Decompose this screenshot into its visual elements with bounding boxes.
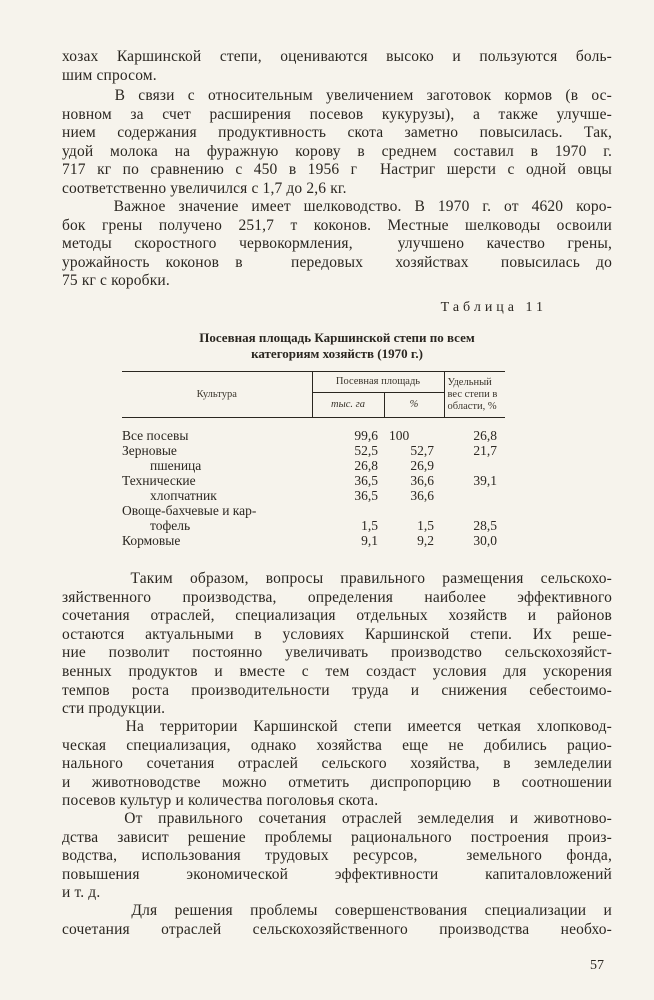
crop-area-table <box>122 371 505 548</box>
text-line: остаются актуальными в условиях Каршинской степи. Их реше- <box>62 625 612 643</box>
text-line: урожайность коконов в передовых хозяйствах повысилась до <box>62 253 612 271</box>
cell-percent: 52,7 <box>410 443 434 458</box>
table-row <box>122 458 505 473</box>
cell-percent: 36,6 <box>410 488 434 503</box>
text-line: ние позволит постоянно увеличивать производство сельскохозяйст- <box>62 644 612 662</box>
cell-culture: тофель <box>150 518 191 533</box>
text-line: нием содержания продуктивность скота заметно повысилась. Так, <box>62 124 612 142</box>
column-header-percent: % <box>384 393 444 418</box>
text-line: и т. д. <box>62 884 101 902</box>
text-line: удой молока на фуражную корову в среднем составил в 1970 г. <box>62 142 612 160</box>
text-line: 717 кг по сравнению с 450 в 1956 г Настриг шерсти с одной овцы <box>62 161 612 179</box>
text-line: темпов роста производительности труда и снижения себестоимо- <box>62 681 612 699</box>
table-row <box>122 443 505 458</box>
paragraph-4 <box>62 570 612 719</box>
text-line: и животноводстве можно отметить диспропорцию в соотношении <box>62 773 612 791</box>
cell-culture: Технические <box>122 473 196 488</box>
column-header-share-line: области, % <box>447 400 497 412</box>
cell-percent: 100 <box>389 428 410 443</box>
text-line: методы скоростного червокормления, улучшено качество грены, <box>62 235 612 253</box>
text-line: Важное значение имеет шелководство. В 1970 г. от 4620 коро- <box>62 198 612 215</box>
cell-share: 21,7 <box>473 443 497 458</box>
text-line: венных продуктов и вместе с тем создаст условия для ускорения <box>62 662 612 680</box>
cell-thousand-ha: 36,5 <box>354 473 378 488</box>
paragraph-1 <box>62 48 612 85</box>
table-caption-line: категориям хозяйств (1970 г.) <box>251 346 423 361</box>
column-header-thousand-ha: тыс. га <box>312 393 384 418</box>
text-line: Таким образом, вопросы правильного размещения сельскохо- <box>62 570 612 587</box>
cell-culture: Все посевы <box>122 428 189 443</box>
cell-culture: хлопчатник <box>150 488 217 503</box>
paragraph-5 <box>62 718 612 811</box>
paragraph-2 <box>62 87 612 199</box>
text-line: бок грены получено 251,7 т коконов. Местные шелководы освоили <box>62 216 612 234</box>
cell-percent: 36,6 <box>410 473 434 488</box>
column-header-culture: Культура <box>122 372 312 418</box>
cell-culture: Зерновые <box>122 443 177 458</box>
cell-culture: пшеница <box>150 458 202 473</box>
text-line: повышения экономической эффективности капиталовложений <box>62 865 612 883</box>
table-row <box>122 428 505 443</box>
paragraph-3 <box>62 198 612 291</box>
table-row <box>122 533 505 548</box>
text-line: От правильного сочетания отраслей земледелия и животново- <box>62 810 612 827</box>
text-line: дства зависит решение проблемы рационального построения произ- <box>62 828 612 846</box>
text-line: новном за счет расширения посевов кукурузы), а также улучше- <box>62 105 612 123</box>
cell-share: 26,8 <box>473 428 497 443</box>
cell-thousand-ha: 9,1 <box>361 533 378 548</box>
text-line: сочетания отраслей, специализация отдельных хозяйств и районов <box>62 607 612 625</box>
text-line: В связи с относительным увеличением заготовок кормов (в ос- <box>62 87 612 104</box>
cell-thousand-ha: 52,5 <box>354 443 378 458</box>
text-line: 75 кг с коробки. <box>62 272 170 290</box>
cell-share <box>444 488 505 503</box>
cell-share: 30,0 <box>473 533 497 548</box>
text-line: хозах Каршинской степи, оцениваются высоко и пользуются боль- <box>62 48 612 65</box>
page-number: 57 <box>590 958 604 973</box>
cell-thousand-ha: 36,5 <box>354 488 378 503</box>
table-row <box>122 503 505 518</box>
cell-thousand-ha <box>312 503 384 518</box>
table-row <box>122 473 505 488</box>
cell-thousand-ha: 26,8 <box>354 458 378 473</box>
cell-share: 39,1 <box>473 473 497 488</box>
text-line: водства, использования трудовых ресурсов, земельного фонда, <box>62 847 612 865</box>
cell-share <box>444 503 505 518</box>
cell-percent: 1,5 <box>417 518 434 533</box>
column-header-share <box>444 372 505 418</box>
text-line: На территории Каршинской степи имеется четкая хлопковод- <box>62 718 612 735</box>
table-caption <box>122 330 552 362</box>
paragraph-6 <box>62 810 612 903</box>
paragraph-7 <box>62 902 612 939</box>
text-line: зяйственного производства, определения наиболее эффективного <box>62 588 612 606</box>
cell-share <box>444 458 505 473</box>
text-line: сочетания отраслей сельскохозяйственного производства необхо- <box>62 920 612 938</box>
text-line: шим спросом. <box>62 66 157 84</box>
column-header-share-line: вес степи в <box>447 388 498 400</box>
text-line: Для решения проблемы совершенствования специализации и <box>62 902 612 919</box>
text-line: соответственно увеличился с 1,7 до 2,6 кг. <box>62 179 347 197</box>
cell-percent: 26,9 <box>410 458 434 473</box>
cell-culture: Овоще-бахчевые и кар- <box>122 503 257 518</box>
text-line: посевов культур и количества поголовья скота. <box>62 792 379 810</box>
cell-percent <box>384 503 444 518</box>
column-header-area: Посевная площадь <box>312 372 444 393</box>
cell-percent: 9,2 <box>417 533 434 548</box>
table-label: Таблица 11 <box>440 300 547 315</box>
table-body <box>122 428 505 548</box>
table-row <box>122 518 505 533</box>
text-line: нального сочетания отраслей сельского хозяйства, в земледелии <box>62 755 612 773</box>
text-line: ческая специализация, однако хозяйства еще не добились рацио- <box>62 736 612 754</box>
table-caption-line: Посевная площадь Каршинской степи по всем <box>199 330 475 345</box>
cell-share: 28,5 <box>473 518 497 533</box>
column-header-share-line: Удельный <box>447 376 492 388</box>
table-row <box>122 488 505 503</box>
cell-thousand-ha: 99,6 <box>354 428 378 443</box>
text-line: сти продукции. <box>62 700 166 718</box>
cell-culture: Кормовые <box>122 533 181 548</box>
cell-thousand-ha: 1,5 <box>361 518 378 533</box>
